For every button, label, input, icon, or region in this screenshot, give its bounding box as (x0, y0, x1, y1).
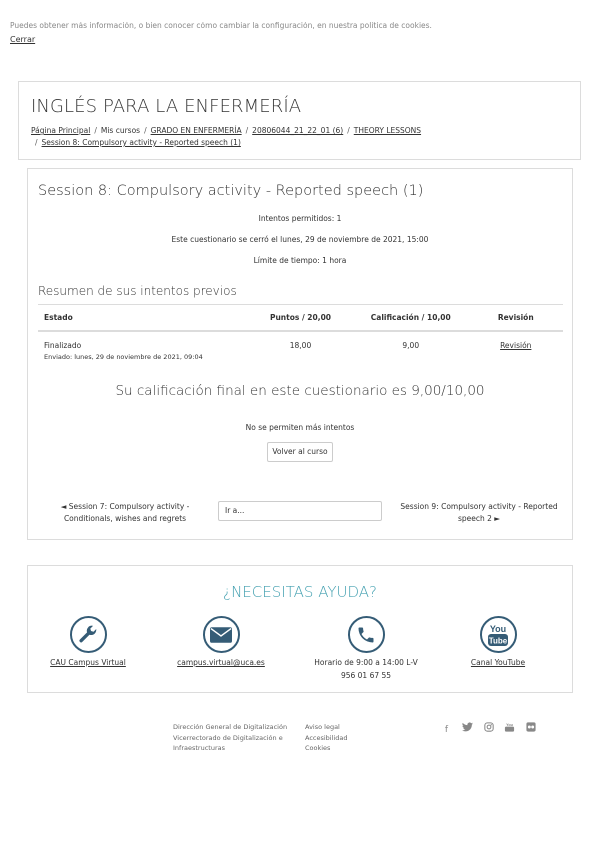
course-title: INGLÉS PARA LA ENFERMERÍA (31, 96, 302, 117)
final-grade: Su calificación final en este cuestionario es 9,00/10,00 (115, 383, 485, 399)
social-links (440, 722, 545, 736)
youtube-icon[interactable] (480, 616, 517, 653)
legal-notice-link[interactable]: Aviso legal (305, 723, 340, 731)
svg-text:Tube: Tube (488, 636, 508, 645)
help-title: ¿NECESITAS AYUDA? (223, 583, 377, 601)
phone-number: 956 01 67 55 (340, 671, 392, 680)
help-item-youtube (438, 616, 558, 669)
attempts-table (38, 304, 563, 367)
breadcrumb-current[interactable]: Session 8: Compulsory activity - Reported speech (1) (41, 138, 241, 147)
next-activity-link[interactable]: Session 9: Compulsory activity - Reported speech 2 ► (400, 502, 558, 523)
quiz-title: Session 8: Compulsory activity - Reported speech (1) (38, 183, 424, 199)
help-item-email (161, 616, 281, 669)
quiz-panel (27, 168, 573, 540)
phone-hours: Horario de 9:00 a 14:00 L-V (314, 658, 418, 667)
cookie-close-link[interactable]: Cerrar (10, 35, 36, 44)
help-panel (27, 565, 573, 693)
footer-line: Vicerrectorado de Digitalización e (173, 733, 283, 742)
no-more-attempts: No se permiten más intentos (245, 423, 355, 432)
flickr-icon[interactable] (524, 722, 537, 734)
footer-line: Infraestructuras (173, 744, 225, 752)
instagram-icon[interactable] (482, 722, 495, 734)
facebook-icon[interactable]: f (444, 725, 449, 735)
email-link[interactable]: campus.virtual@uca.es (177, 658, 265, 667)
breadcrumb-degree[interactable]: GRADO EN ENFERMERÍA (150, 126, 242, 135)
wrench-icon[interactable] (70, 616, 107, 653)
attempt-status: Finalizado (44, 340, 82, 350)
footer-legal (305, 722, 347, 754)
jump-to-select[interactable]: Ir a... (218, 501, 382, 521)
breadcrumb: Página Principal / Mis cursos / GRADO EN ENFERMERÍA / 20806044_21_22_01 (6) / THEORY LESSONS / Session 8: Compulsory activity - Reported speech (1) (31, 126, 422, 147)
footer-line: Dirección General de Digitalización (173, 723, 288, 731)
youtube-icon[interactable] (503, 722, 516, 734)
breadcrumb-home[interactable]: Página Principal (31, 126, 91, 135)
svg-text:You: You (506, 722, 513, 727)
footer-institution (173, 722, 287, 754)
column-header-status: Estado (38, 305, 248, 331)
table-row (38, 331, 563, 367)
breadcrumb-my-courses: Mis cursos (100, 126, 141, 135)
breadcrumb-section[interactable]: THEORY LESSONS (353, 126, 422, 135)
summary-title: Resumen de sus intentos previos (38, 284, 237, 298)
page-header (18, 81, 581, 160)
column-header-points: Puntos / 20,00 (248, 305, 353, 331)
column-header-review: Revisión (469, 305, 564, 331)
quiz-closed-info: Este cuestionario se cerró el lunes, 29 de noviembre de 2021, 15:00 (171, 235, 429, 244)
column-header-grade: Calificación / 10,00 (353, 305, 469, 331)
svg-text:You: You (489, 623, 507, 634)
help-item-phone (306, 616, 426, 682)
help-item-cau (28, 616, 148, 669)
attempts-allowed: Intentos permitidos: 1 (258, 214, 342, 223)
cau-link[interactable]: CAU Campus Virtual (50, 658, 126, 667)
attempt-grade: 9,00 (402, 340, 420, 350)
envelope-icon[interactable] (203, 616, 240, 653)
attempt-points: 18,00 (289, 340, 312, 350)
time-limit: Límite de tiempo: 1 hora (253, 256, 347, 265)
twitter-icon[interactable] (461, 722, 474, 734)
accessibility-link[interactable]: Accesibilidad (305, 733, 348, 742)
attempt-status-cell (38, 331, 248, 367)
phone-icon[interactable] (348, 616, 385, 653)
cookie-notice-text: Puedes obtener más información, o bien conocer cómo cambiar la configuración, en nuestra política de cookies. (10, 22, 432, 30)
back-to-course-button[interactable]: Volver al curso (267, 442, 333, 462)
review-link[interactable]: Revisión (500, 340, 532, 350)
breadcrumb-course[interactable]: 20806044_21_22_01 (6) (252, 126, 344, 135)
cookies-link[interactable]: Cookies (305, 744, 331, 752)
youtube-link[interactable]: Canal YouTube (470, 658, 526, 667)
attempt-submitted: Enviado: lunes, 29 de noviembre de 2021, 09:04 (44, 352, 203, 361)
prev-activity-link[interactable]: ◄ Session 7: Compulsory activity - Conditionals, wishes and regrets (60, 502, 190, 523)
